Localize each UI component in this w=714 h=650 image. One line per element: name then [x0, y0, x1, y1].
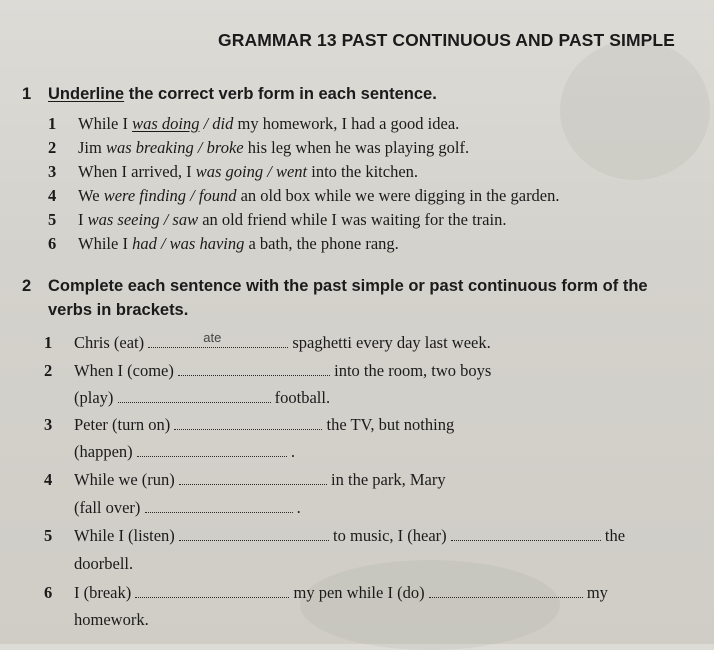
exercise-2-item-2-line-2 [74, 387, 330, 409]
sentence-text: Peter (turn on) [74, 415, 175, 434]
sentence-text: (fall over) [74, 498, 145, 517]
sentence-text: When I arrived, I [78, 162, 196, 181]
sentence-text: into the kitchen. [307, 162, 419, 181]
sentence-text: We [78, 186, 104, 205]
item-number: 3 [44, 415, 53, 434]
item-number: 2 [44, 361, 53, 380]
instruction-keyword: Underline [48, 85, 125, 103]
answer-blank[interactable] [429, 583, 583, 598]
sentence-text: the [600, 526, 626, 545]
answer-blank[interactable] [451, 526, 601, 541]
section-number: 2 [22, 277, 32, 295]
sentence-text: spaghetti every day last week. [288, 333, 491, 352]
exercise-2-item-6 [44, 582, 608, 604]
item-number: 5 [48, 210, 57, 229]
instruction-text: the correct verb form in each sentence. [124, 85, 437, 103]
exercise-1-item-1 [48, 113, 459, 135]
sentence-text: to music, I (hear) [328, 526, 451, 545]
item-number: 1 [44, 333, 53, 352]
exercise-1-item-4 [48, 185, 560, 207]
exercise-1-item-2 [48, 137, 469, 159]
page-shadow [560, 40, 710, 180]
answer-blank[interactable] [179, 526, 329, 541]
sentence-text: into the room, two boys [330, 361, 492, 380]
item-number: 4 [44, 470, 53, 489]
answer-blank[interactable] [118, 388, 271, 403]
sentence-text: my homework, I had a good idea. [233, 114, 460, 133]
exercise-2-item-3 [44, 414, 454, 436]
sentence-text: While I [78, 234, 133, 253]
item-number: 3 [48, 162, 57, 181]
verb-option: did [212, 114, 234, 133]
verb-options: was breaking / broke [105, 138, 244, 157]
exercise-2-item-1 [44, 332, 491, 354]
answer-blank[interactable] [179, 470, 327, 485]
item-number: 1 [48, 114, 57, 133]
sentence-text: in the park, Mary [326, 470, 446, 489]
sentence-text: doorbell. [74, 554, 134, 573]
sentence-text: . [286, 442, 296, 461]
verb-options: had / was having [132, 234, 245, 253]
sentence-text: While I [78, 114, 133, 133]
sentence-text: a bath, the phone rang. [244, 234, 399, 253]
sentence-text: the TV, but nothing [322, 415, 455, 434]
answer-blank[interactable] [148, 330, 288, 348]
instruction-text: verbs in brackets. [48, 301, 189, 319]
answer-blank[interactable] [145, 498, 293, 513]
answer-blank[interactable] [135, 583, 289, 598]
answer-blank[interactable] [178, 361, 330, 376]
verb-option-underlined: was doing [132, 114, 200, 133]
handwritten-answer: ate [203, 330, 222, 345]
item-number: 2 [48, 138, 57, 157]
sentence-text: When I (come) [74, 361, 178, 380]
exercise-1-item-5 [48, 209, 506, 231]
section-2-heading-line-2 [48, 298, 188, 322]
section-number: 1 [22, 85, 32, 103]
sentence-text: Chris (eat) [74, 333, 149, 352]
sentence-text: While we (run) [74, 470, 179, 489]
verb-options: were finding / found [103, 186, 237, 205]
sentence-text: Jim [78, 138, 106, 157]
exercise-1-item-3 [48, 161, 418, 183]
answer-blank[interactable] [137, 442, 287, 457]
sentence-text: I (break) [74, 583, 136, 602]
section-1-heading [22, 82, 437, 106]
exercise-1-item-6 [48, 233, 399, 255]
item-number: 6 [48, 234, 57, 253]
sentence-text: my [582, 583, 608, 602]
sentence-text: an old box while we were digging in the garden. [236, 186, 560, 205]
sentence-text: (play) [74, 388, 118, 407]
verb-options: was seeing / saw [87, 210, 199, 229]
exercise-2-item-2 [44, 360, 491, 382]
sentence-text: (happen) [74, 442, 137, 461]
item-number: 5 [44, 526, 53, 545]
option-separator: / [199, 114, 213, 133]
exercise-2-item-3-line-2 [74, 441, 295, 463]
verb-options: was going / went [195, 162, 308, 181]
item-number: 6 [44, 583, 53, 602]
page-shadow [300, 560, 560, 650]
exercise-2-item-4 [44, 469, 446, 491]
sentence-text: I [78, 210, 88, 229]
page-title: GRAMMAR 13 PAST CONTINUOUS AND PAST SIMPLE [218, 30, 675, 50]
section-2-heading [22, 274, 648, 298]
sentence-text: homework. [74, 610, 149, 629]
answer-blank[interactable] [174, 415, 322, 430]
sentence-text: football. [270, 388, 331, 407]
sentence-text: While I (listen) [74, 526, 179, 545]
instruction-text: Complete each sentence with the past simple or past continuous form of the [48, 277, 648, 295]
exercise-2-item-5 [44, 525, 625, 547]
sentence-text: my pen while I (do) [289, 583, 429, 602]
sentence-text: . [292, 498, 301, 517]
exercise-2-item-6-line-2 [74, 609, 149, 631]
sentence-text: an old friend while I was waiting for the train. [198, 210, 507, 229]
exercise-2-item-5-line-2 [74, 553, 133, 575]
sentence-text: his leg when he was playing golf. [243, 138, 470, 157]
exercise-2-item-4-line-2 [74, 497, 301, 519]
item-number: 4 [48, 186, 57, 205]
